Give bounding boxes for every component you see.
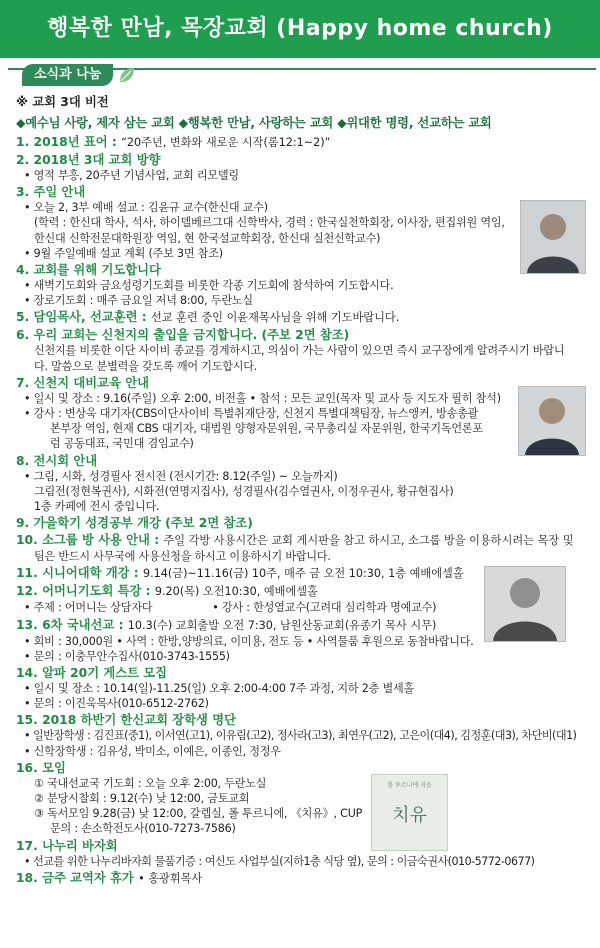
section-11-text: 9.14(금)~11.16(금) 10주, 매주 금 오전 10:30, 1층 예배에셀홀 <box>142 567 464 581</box>
section-4-line-1: • 새벽기도회와 금요성령기도회를 비롯한 각종 기도회에 참석하여 기도합시다. <box>24 279 394 293</box>
section-5-text: 선교 훈련 중인 이윤재목사님을 위해 기도바랍니다. <box>150 311 400 325</box>
section-7-line-3: 본부장 역임, 현재 CBS 대기자, 대법원 양형자문위원, 국무총리실 자문위원, 한국기독언론포 <box>50 422 483 436</box>
section-8-line-3: 1층 카페에 전시 중입니다. <box>34 500 160 514</box>
section-18-title: 18. 금주 교역자 휴가 <box>16 870 134 885</box>
section-1 <box>16 134 586 151</box>
section-4-title: 4. 교회를 위해 기도합니다 <box>16 263 161 278</box>
section-3-line-4: • 9월 주일예배 설교 계획 (주보 3면 참조) <box>24 246 223 260</box>
page-title: 행복한 만남, 목장교회 (Happy home church) <box>47 16 553 41</box>
book-title: 치유 <box>392 805 427 826</box>
section-6-line-2: 다. 말씀으로 분별력을 갖도록 깨어 기도합시다. <box>34 359 258 373</box>
vision-items: ◆예수님 사랑, 제자 삼는 교회 ◆행복한 만남, 사랑하는 교회 ◆위대한 명령, 선교하는 교회 <box>16 116 492 130</box>
section-16-line-1: ① 국내선교국 기도회 : 오늘 오후 2:00, 두란노실 <box>34 776 267 790</box>
section-label: 소식과 나눔 <box>22 64 113 86</box>
section-7-title: 7. 신천지 대비교육 안내 <box>16 375 149 390</box>
section-18 <box>16 870 586 887</box>
speaker-photo-2 <box>518 386 586 456</box>
section-12-speaker: • 강사 : 한성열교수(고려대 심리학과 명예교수) <box>212 601 437 615</box>
section-12-text: 9.20(목) 오전10:30, 예배에셀홀 <box>154 585 318 599</box>
section-12-topic: • 주제 : 어머니는 상담자다 <box>24 601 153 615</box>
section-15-line-1: • 일반장학생 : 김진표(중1), 이서연(고1), 이유림(고2), 정사라(고3), 최연우(고2), 고은이(대4), 김정훈(대3), 차단비(대1) <box>24 729 577 743</box>
section-7-line-2: • 강사 : 변상욱 대기자(CBS이단사이비 특별취재단장, 신천지 특별대책팀장, 뉴스앵커, 방송총괄 <box>24 407 479 421</box>
section-6-title: 6. 우리 교회는 신천지의 출입을 금지합니다. (주보 2면 참조) <box>16 328 350 343</box>
section-15-line-2: • 신학장학생 : 김유성, 박미소, 이예은, 이종인, 정정우 <box>24 744 281 758</box>
book-cover <box>371 774 448 851</box>
book-author: 폴 투르니에 지음 <box>387 782 432 789</box>
section-13-line-1: • 회비 : 30,000원 • 사역 : 한방,양방의료, 이미용, 전도 등 • 사역물품 후원으로 동참바랍니다. <box>24 634 474 648</box>
section-9-title: 9. 가을학기 성경공부 개강 (주보 2면 참조) <box>16 516 253 531</box>
page-header <box>0 0 600 58</box>
section-14-line-1: • 일시 및 장소 : 10.14(일)-11.25(일) 오후 2:00-4:00 7주 과정, 지하 2층 별세홀 <box>24 682 415 696</box>
section-11-title: 11. 시니어대학 개강 : <box>16 566 139 581</box>
section-13-text: 10.3(수) 교회출발 오전 7:30, 남원산동교회(유종기 목사 시무) <box>127 618 437 632</box>
section-2-line: • 영적 부흥, 20주년 기념사업, 교회 리모델링 <box>24 169 239 182</box>
section-18-text: • 홍광휘목사 <box>138 871 203 885</box>
section-8-title: 8. 전시회 안내 <box>16 453 98 468</box>
section-4-line-2: • 장로기도회 : 매주 금요일 저녁 8:00, 두란노실 <box>24 294 253 308</box>
section-16-line-3: ③ 독서모임 9.28(금) 낮 12:00, 갈렙실, 폴 투르니에, 《치유》, CUP <box>34 807 363 821</box>
section-10-text: 주일 각방 사용시간은 교회 게시판을 참고 하시고, 소그룹 방을 이용하시려는 목장 및 <box>163 534 574 548</box>
section-3-line-1: • 오늘 2, 3부 예배 설교 : 김윤규 교수(한신대 교수) <box>24 201 268 215</box>
section-5 <box>16 309 586 326</box>
section-15-title: 15. 2018 하반기 한신교회 장학생 명단 <box>16 713 236 728</box>
speaker-photo-1 <box>520 200 586 274</box>
section-10-title: 10. 소그룹 방 사용 안내 : <box>16 533 160 548</box>
section-2-title: 2. 2018년 3대 교회 방향 <box>16 153 161 167</box>
section-13-title: 13. 6차 국내선교 : <box>16 617 124 632</box>
section-8-line-1: • 그림, 시화, 성경필사 전시전 (전시기간: 8.12(주일) ~ 오늘까지) <box>24 469 338 483</box>
section-3-line-3: 한신대 신학전문대학원장 역임, 현 한국설교학회장, 한신대 실천신학교수) <box>34 231 381 245</box>
vision-title: ※ 교회 3대 비전 <box>16 95 109 109</box>
person-icon <box>519 387 585 455</box>
section-16-title: 16. 모임 <box>16 760 66 775</box>
section-13-line-2: • 문의 : 이충무안수집사(010-3743-1555) <box>24 649 230 663</box>
section-10 <box>16 532 586 549</box>
section-3-line-2: (학력 : 한신대 학사, 석사, 하이델베르그대 신학박사, 경력 : 한국실천학회장, 이사장, 편집위원 역임, <box>34 216 505 230</box>
person-icon <box>485 567 565 641</box>
section-1-text: “20주년, 변화와 새로운 시작(롬12:1~2)” <box>121 136 331 149</box>
section-8-line-2: 그림전(정현복권사), 시화전(연명지집사), 성경필사(김수열권사, 이정우권사, 황규현집사) <box>34 484 454 498</box>
section-14-title: 14. 알파 20기 게스트 모집 <box>16 666 168 681</box>
section-6-line-1: 신천지를 비롯한 이단 사이비 종교를 경계하시고, 의심이 가는 사람이 있으면 즉시 교구장에게 알려주시기 바랍니 <box>34 344 565 358</box>
section-17-title: 17. 나누리 바자회 <box>16 838 118 853</box>
section-7-line-1: • 일시 및 장소 : 9.16(주일) 오후 2:00, 비전홀 • 참석 : 모든 교인(목자 및 교사 등 지도자 필히 참석) <box>24 391 501 405</box>
section-7-line-4: 럼 공동대표, 국민대 겸임교수) <box>50 437 194 451</box>
leaf-icon <box>118 66 136 84</box>
section-12-title: 12. 어머니기도회 특강 : <box>16 584 151 599</box>
section-3-title: 3. 주일 안내 <box>16 185 86 200</box>
section-10-line-2: 팀은 반드시 사무국에 사용신청을 하시고 이용하시기 바랍니다. <box>34 550 331 564</box>
section-banner <box>0 64 600 90</box>
section-17-line-1: • 선교를 위한 나누리바자회 물품기증 : 여신도 사업부실(지하1층 식당 옆), 문의 : 이금숙권사(010-5772-0677) <box>24 854 535 868</box>
content <box>0 92 600 887</box>
section-1-title: 1. 2018년 표어 : <box>16 135 117 149</box>
section-16-line-4: 문의 : 손소학전도사(010-7273-7586) <box>50 822 236 836</box>
speaker-photo-3 <box>484 566 566 642</box>
person-icon <box>521 201 585 273</box>
section-14-line-2: • 문의 : 이진욱목사(010-6512-2762) <box>24 697 209 711</box>
section-16-line-2: ② 분당시찰회 : 9.12(수) 낮 12:00, 금토교회 <box>34 792 250 806</box>
section-5-title: 5. 담임목사, 선교훈련 : <box>16 310 147 325</box>
